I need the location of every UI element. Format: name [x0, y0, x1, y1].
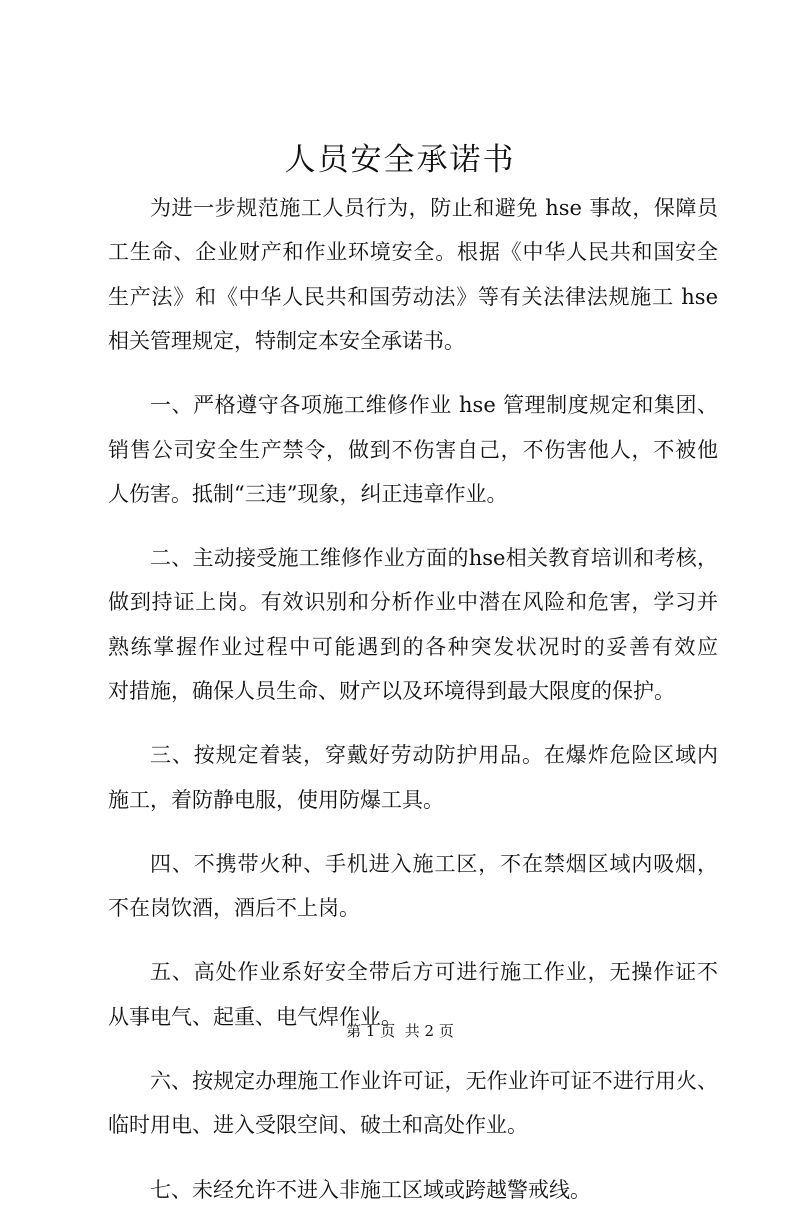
paragraph-line: 从事电气、起重、电气焊作业。 [108, 1005, 402, 1029]
paragraph-line: 相关管理规定，特制定本安全承诺书。 [108, 329, 465, 353]
paragraph-line: 熟练掌握作业过程中可能遇到的各种突发状况时的妥善有效应 [108, 635, 718, 659]
paragraph-line: 做到持证上岗。有效识别和分析作业中潜在风险和危害，学习并 [108, 590, 718, 614]
paragraph-line: 七、未经允许不进入非施工区域或跨越警戒线。 [150, 1178, 591, 1202]
paragraph-line: 工生命、企业财产和作业环境安全。根据《中华人民共和国安全 [108, 240, 718, 264]
paragraph-line: 六、按规定办理施工作业许可证，无作业许可证不进行用火、 [150, 1069, 718, 1093]
document-title: 人员安全承诺书 [284, 142, 516, 178]
paragraph-line: 四、不携带火种、手机进入施工区，不在禁烟区域内吸烟， [150, 852, 718, 876]
paragraph-line: 五、高处作业系好安全带后方可进行施工作业，无操作证不 [150, 960, 718, 984]
paragraph-line: 为进一步规范施工人员行为，防止和避免 hse 事故，保障员 [150, 196, 718, 220]
paragraph-line: 一、严格遵守各项施工维修作业 hse 管理制度规定和集团、 [150, 393, 718, 417]
paragraph-line: 施工，着防静电服，使用防爆工具。 [108, 788, 444, 812]
paragraph-line: 不在岗饮酒，酒后不上岗。 [108, 896, 360, 920]
page-footer: 第 1 页 共 2 页 [346, 1022, 454, 1040]
paragraph-line: 三、按规定着装，穿戴好劳动防护用品。在爆炸危险区域内 [150, 743, 718, 767]
paragraph-line: 人伤害。抵制“三违”现象，纠正违章作业。 [108, 482, 508, 506]
paragraph-line: 二、主动接受施工维修作业方面的hse相关教育培训和考核， [150, 546, 718, 570]
paragraph-line: 生产法》和《中华人民共和国劳动法》等有关法律法规施工 hse [108, 285, 718, 309]
paragraph-line: 销售公司安全生产禁令，做到不伤害自己，不伤害他人，不被他 [108, 438, 718, 462]
paragraph-line: 对措施，确保人员生命、财产以及环境得到最大限度的保护。 [108, 679, 675, 703]
paragraph-line: 临时用电、进入受限空间、破土和高处作业。 [108, 1113, 528, 1137]
